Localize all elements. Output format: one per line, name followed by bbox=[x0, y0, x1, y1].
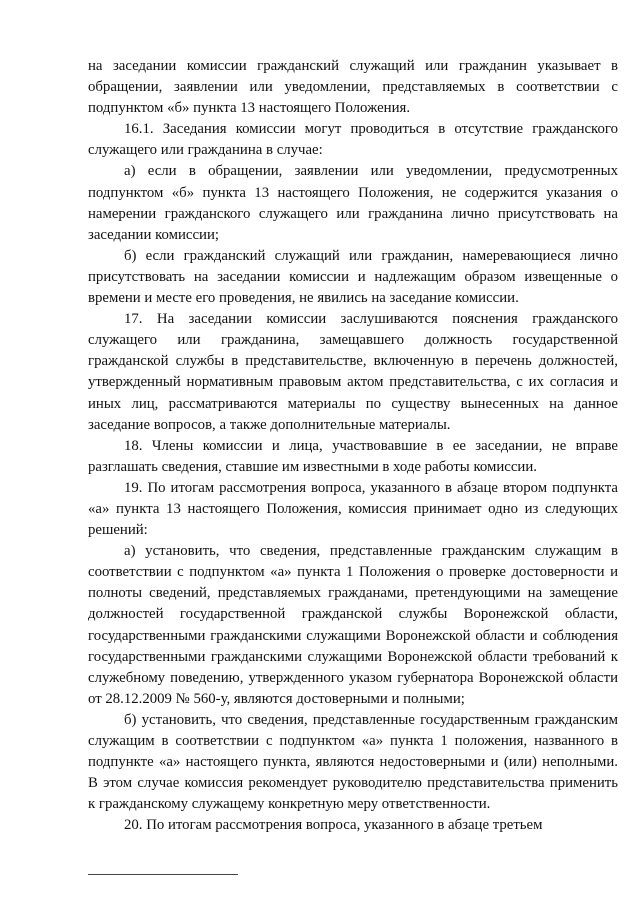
footer-rule bbox=[88, 874, 238, 875]
document-page bbox=[88, 56, 618, 836]
paragraph-20: 20. По итогам рассмотрения вопроса, указанного в абзаце третьем bbox=[124, 817, 543, 834]
paragraph-16-1-a: а) если в обращении, заявлении или уведомлении, предусмотренных подпунктом «б» пункта 13 настоящего Положения, не содержится указания о намерении гражданского служащего или гражданина лично присутствовать на заседании комиссии; bbox=[88, 163, 618, 243]
paragraph-16-1-b: б) если гражданский служащий или гражданин, намеревающиеся лично присутствовать на заседании комиссии и надлежащим образом извещенные о времени и месте его проведения, не явились на заседание комиссии. bbox=[88, 247, 618, 307]
paragraph-19-a: а) установить, что сведения, представленные гражданским служащим в соответствии с подпунктом «а» пункта 1 Положения о проверке достоверности и полноты сведений, представляемых гражданами, претендующими на замещение должностей государственной гражданской службы Воронежской области, государственными гражданскими служащими Воронежской области и соблюдения государственными гражданскими служащими Воронежской области требований к служебному поведению, утвержденного указом губернатора Воронежской области от 28.12.2009 № 560-у, являются достоверными и полными; bbox=[88, 543, 618, 707]
paragraph-18: 18. Члены комиссии и лица, участвовавшие в ее заседании, не вправе разглашать сведения, ставшие им известными в ходе работы комиссии. bbox=[88, 437, 618, 475]
paragraph-19-b: б) установить, что сведения, представленные государственным гражданским служащим в соответствии с подпунктом «а» пункта 1 положения, названного в подпункте «а» настоящего пункта, являются недостоверными и (или) неполными. В этом случае комиссия рекомендует руководителю представительства применить к гражданскому служащему конкретную меру ответственности. bbox=[88, 711, 618, 813]
paragraph-17: 17. На заседании комиссии заслушиваются пояснения гражданского служащего или гражданина, замещавшего должность государственной гражданской службы в представительстве, включенную в перечень должностей, утвержденный нормативным правовым актом представительства, с их согласия и иных лиц, рассматриваются материалы по существу вынесенных на данное заседание вопросов, а также дополнительные материалы. bbox=[88, 311, 618, 433]
paragraph-16-1: 16.1. Заседания комиссии могут проводиться в отсутствие гражданского служащего или гражданина в случае: bbox=[88, 121, 618, 159]
paragraph-19: 19. По итогам рассмотрения вопроса, указанного в абзаце втором подпункта «а» пункта 13 настоящего Положения, комиссия принимает одно из следующих решений: bbox=[88, 479, 618, 539]
paragraph-continuation: на заседании комиссии гражданский служащий или гражданин указывает в обращении, заявлении или уведомлении, представляемых в соответствии с подпунктом «б» пункта 13 настоящего Положения. bbox=[88, 58, 618, 117]
